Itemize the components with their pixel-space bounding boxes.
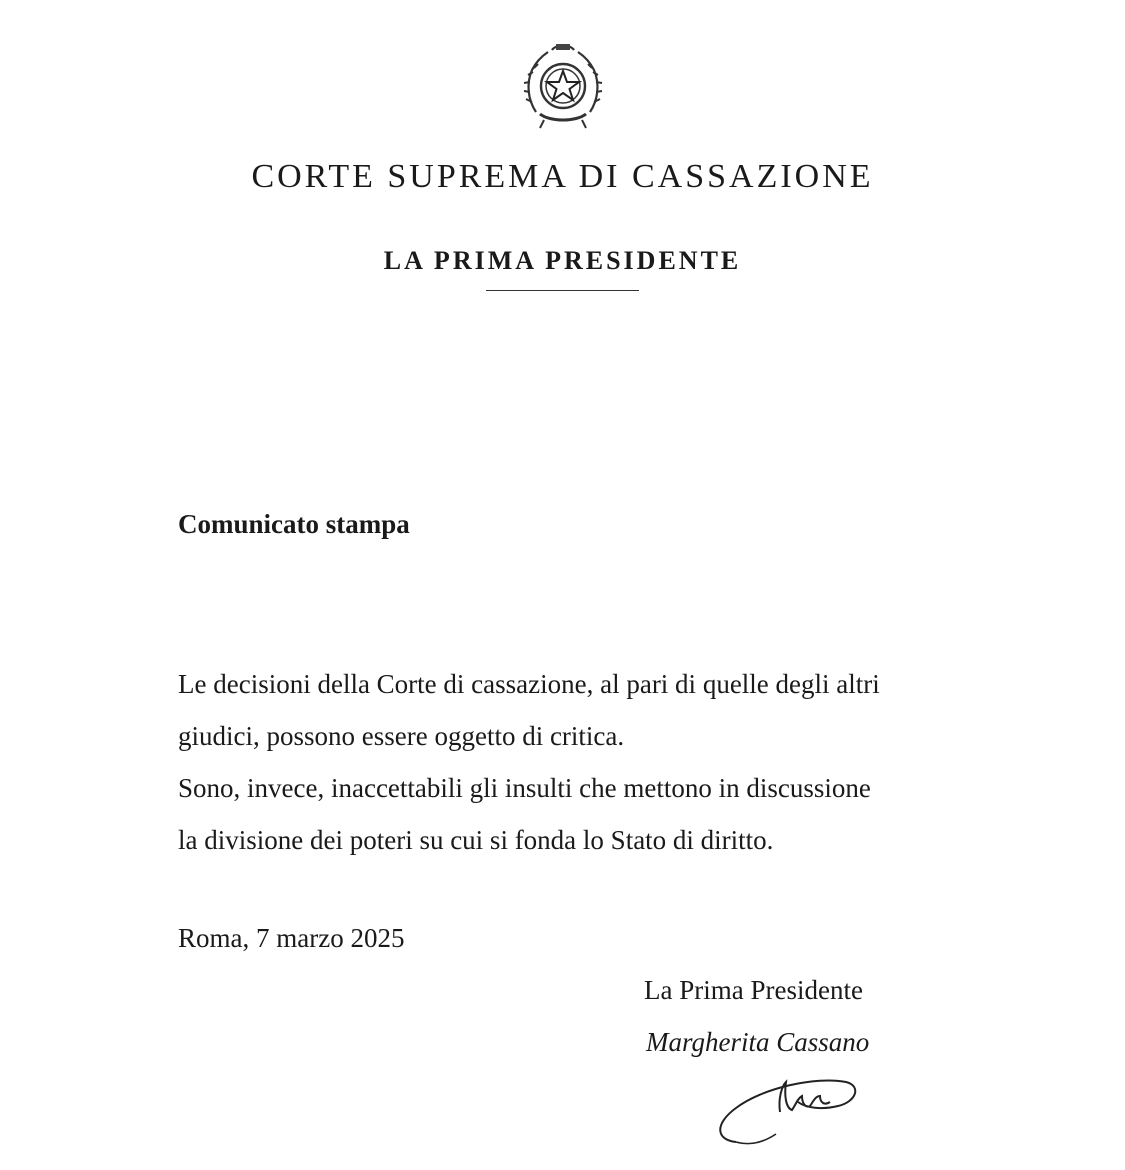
body-line: la divisione dei poteri su cui si fonda lo Stato di diritto.: [178, 825, 774, 855]
header-divider: [486, 290, 639, 291]
office-name: LA PRIMA PRESIDENTE: [383, 246, 742, 275]
body-line: Le decisioni della Corte di cassazione, al pari di quelle degli altri: [178, 669, 880, 699]
signer-title: La Prima Presidente: [644, 975, 863, 1005]
handwritten-signature-icon: [706, 1062, 866, 1152]
document-type-label: Comunicato stampa: [178, 509, 410, 539]
court-name: CORTE SUPREMA DI CASSAZIONE: [251, 158, 874, 195]
italian-republic-emblem-icon: [522, 40, 604, 130]
press-release-body: [178, 658, 978, 866]
body-line: giudici, possono essere oggetto di critica.: [178, 721, 625, 751]
body-line: Sono, invece, inaccettabili gli insulti che mettono in discussione: [178, 773, 871, 803]
signer-name: Margherita Cassano: [646, 1027, 870, 1057]
place-date: Roma, 7 marzo 2025: [178, 923, 405, 953]
